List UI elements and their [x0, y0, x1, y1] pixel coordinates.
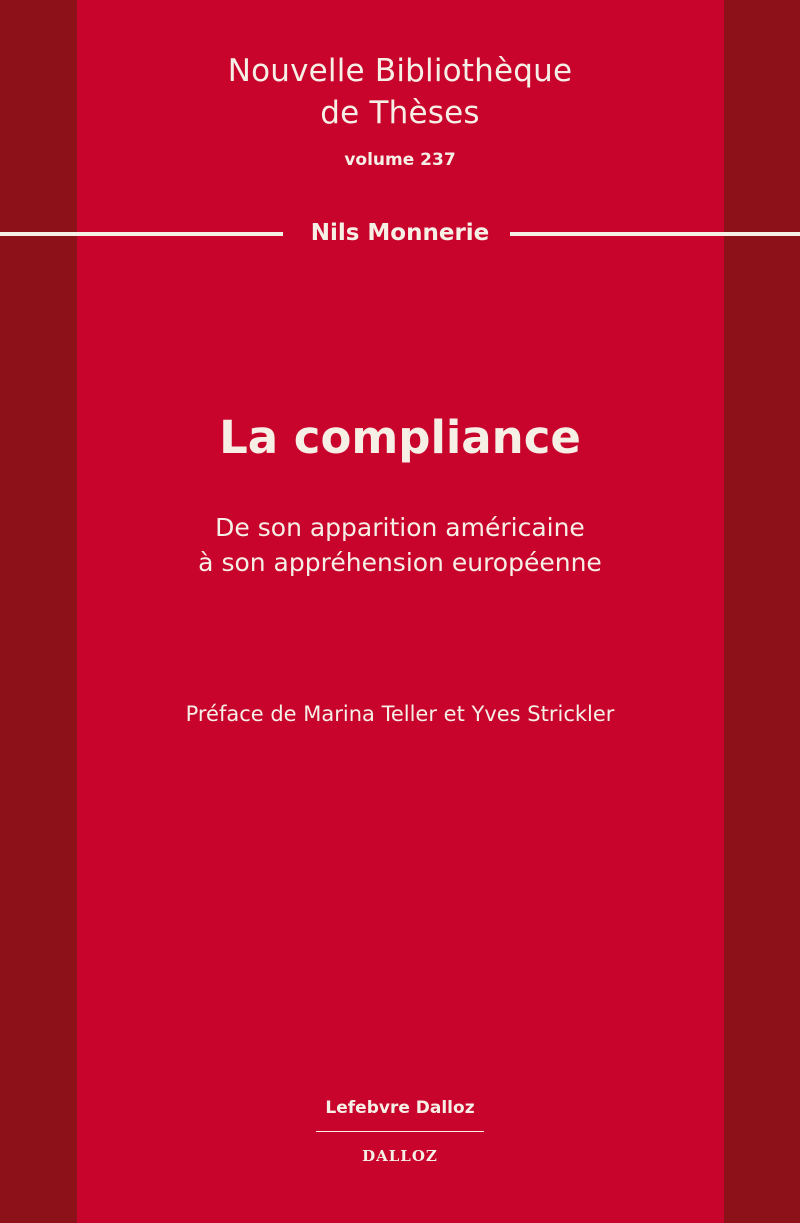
volume-number: volume 237 — [344, 150, 456, 170]
subtitle-line-1: De son apparition américaine — [215, 513, 585, 542]
series-title-line-2: de Thèses — [320, 95, 480, 131]
center-red-panel — [77, 0, 724, 1223]
right-dark-band — [724, 0, 800, 1223]
subtitle-line-2: à son appréhension européenne — [198, 548, 602, 577]
preface-credit: Préface de Marina Teller et Yves Strickler — [185, 702, 615, 726]
book-subtitle — [0, 510, 800, 580]
dalloz-logo: DALLOZ — [362, 1147, 438, 1165]
publisher-underline — [316, 1131, 484, 1132]
series-title — [0, 50, 800, 134]
series-title-line-1: Nouvelle Bibliothèque — [227, 53, 573, 89]
publisher-name: Lefebvre Dalloz — [325, 1098, 475, 1118]
author-name: Nils Monnerie — [310, 220, 490, 246]
book-title: La compliance — [219, 411, 581, 464]
left-dark-band — [0, 0, 77, 1223]
